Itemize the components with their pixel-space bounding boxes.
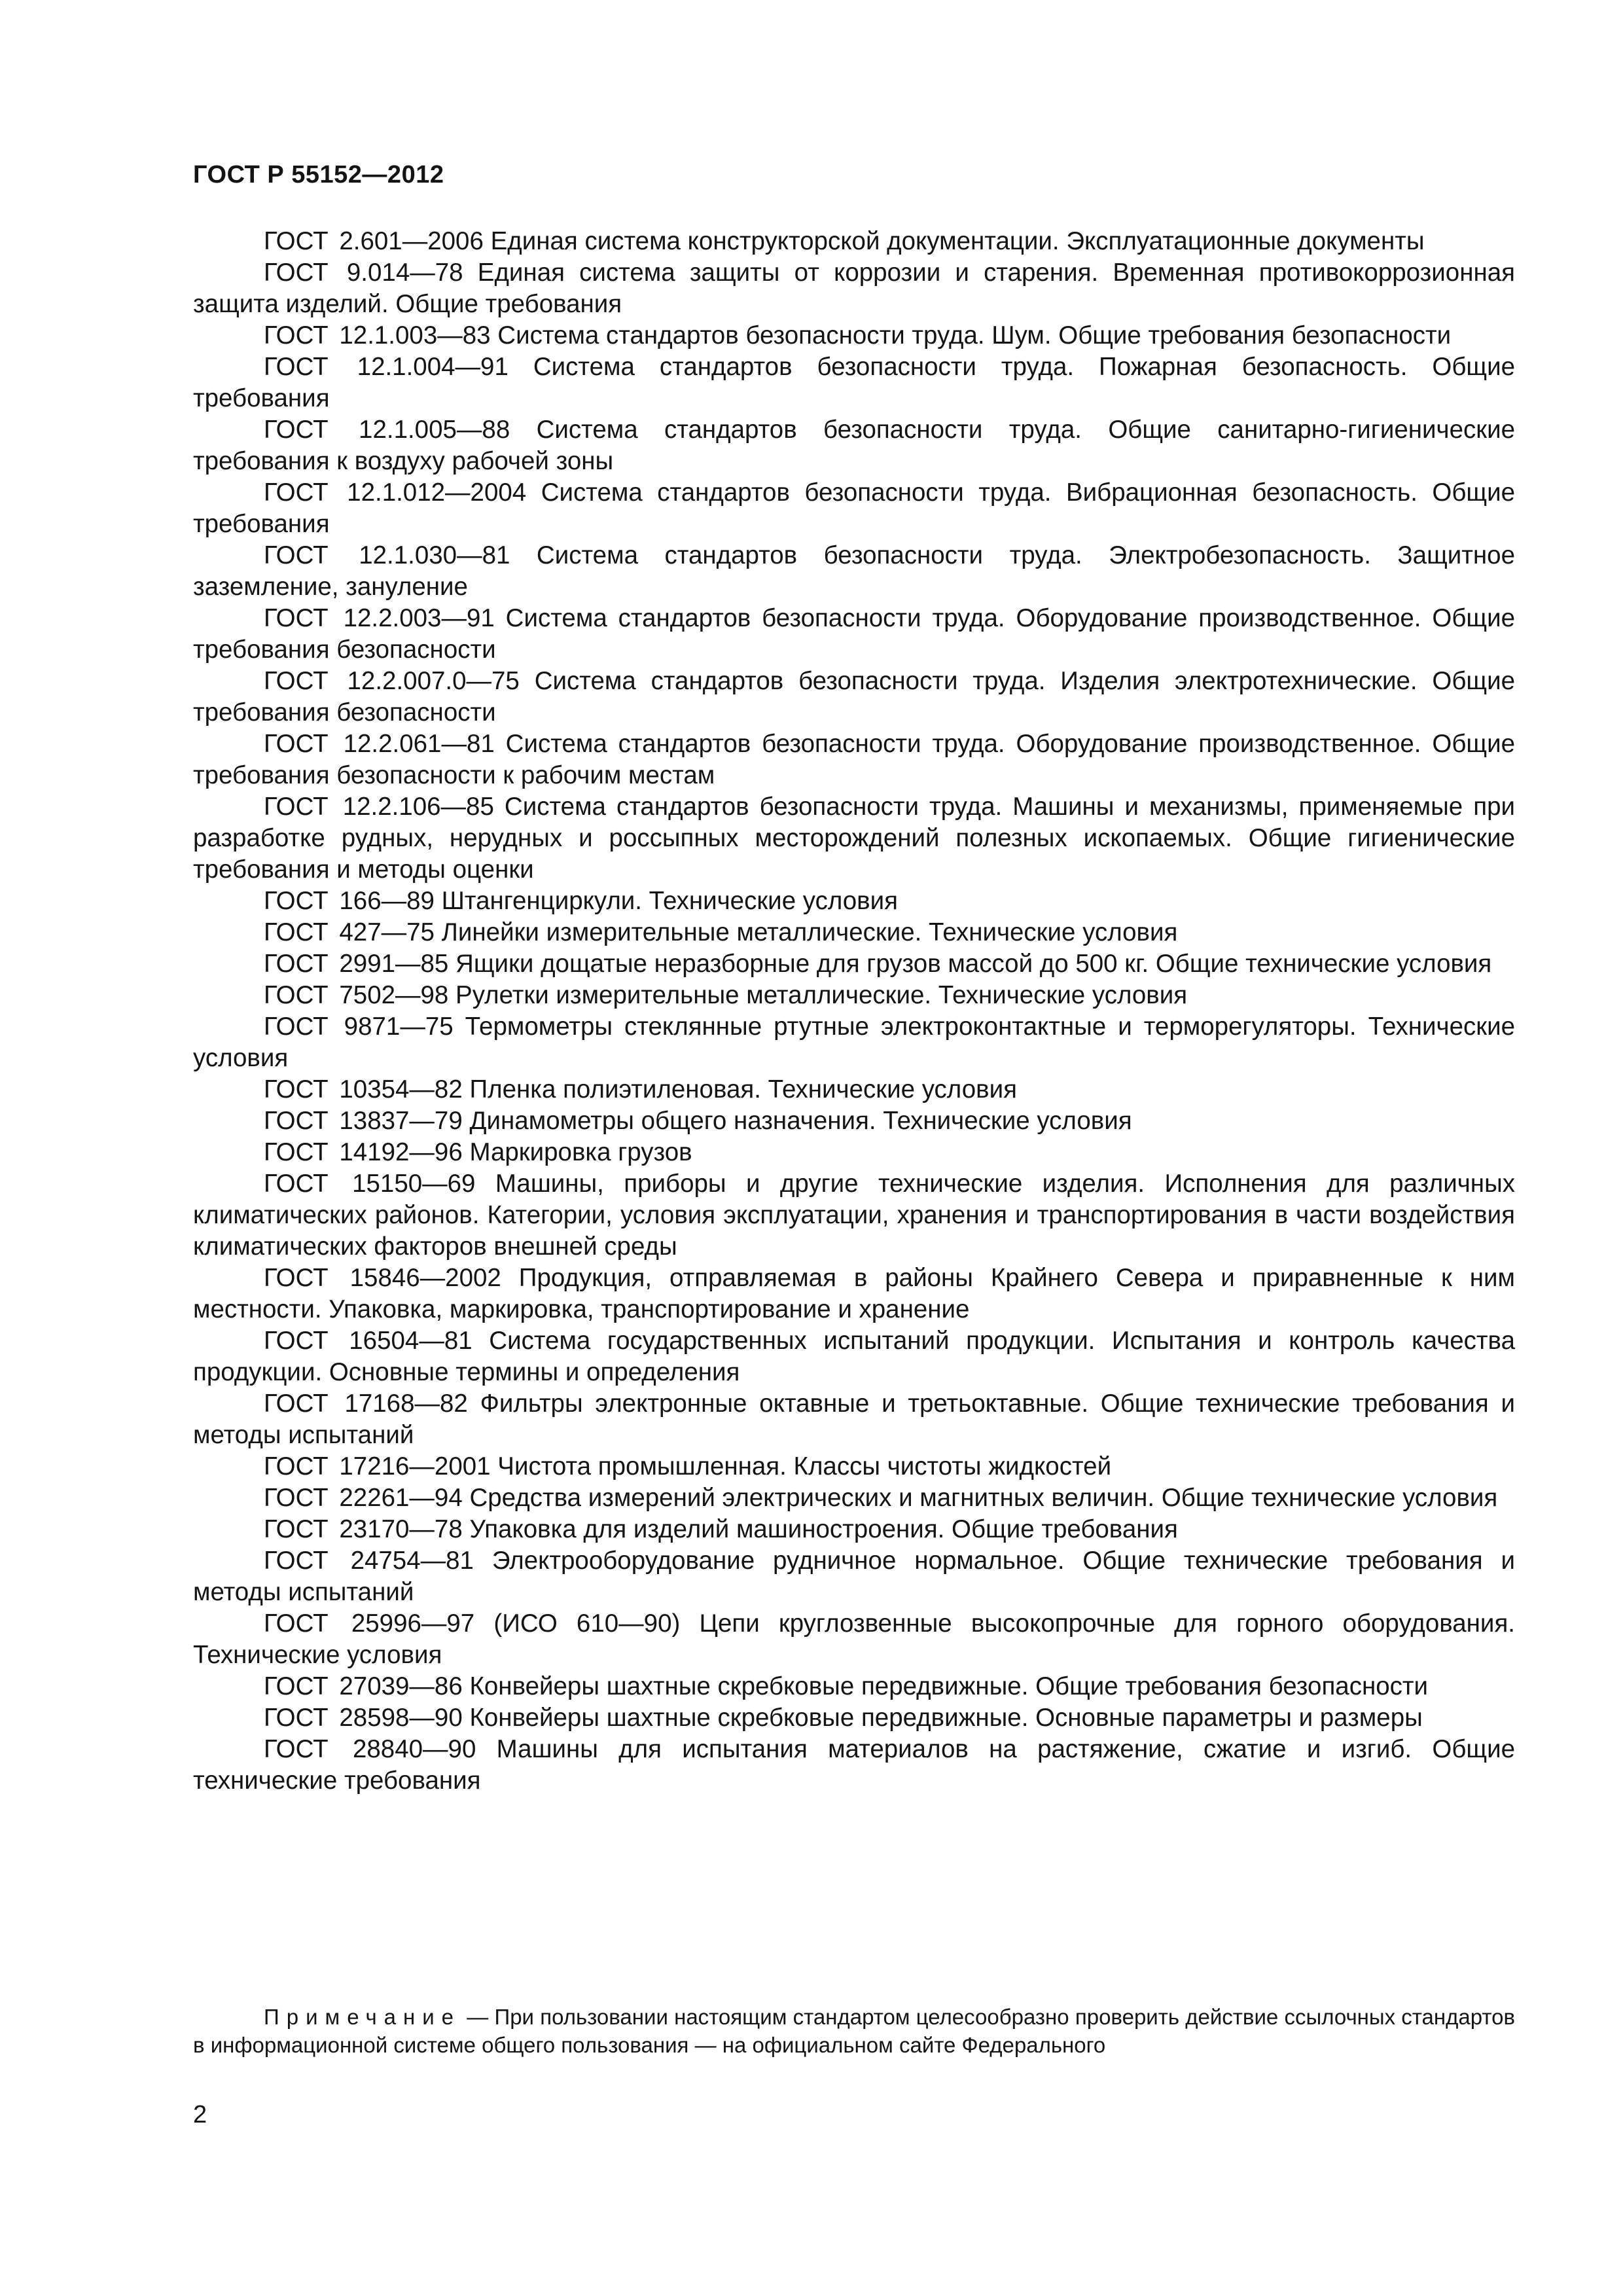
- reference-item: [193, 1011, 1515, 1074]
- note-label: Примечание: [264, 2005, 461, 2029]
- reference-title: Система стандартов безопасности труда. Оборудование производственное. Общие требования безопасности к рабочим местам: [193, 730, 1515, 789]
- reference-number: ГОСТ 23170—78: [264, 1515, 463, 1543]
- reference-title: Система стандартов безопасности труда. Вибрационная безопасность. Общие требования: [193, 478, 1516, 538]
- reference-item: [193, 1545, 1515, 1608]
- reference-item: [193, 477, 1515, 540]
- reference-number: ГОСТ 27039—86: [264, 1672, 463, 1700]
- reference-number: ГОСТ 13837—79: [264, 1107, 463, 1135]
- reference-title: Линейки измерительные металлические. Технические условия: [441, 918, 1178, 946]
- reference-number: ГОСТ 9871—75: [264, 1013, 454, 1041]
- reference-item: [193, 1105, 1515, 1137]
- reference-number: ГОСТ 28840—90: [264, 1735, 476, 1763]
- reference-item: [193, 540, 1515, 603]
- reference-item: [193, 980, 1515, 1011]
- reference-title: Система стандартов безопасности труда. Шум. Общие требования безопасности: [497, 321, 1452, 350]
- reference-number: ГОСТ 16504—81: [264, 1327, 473, 1355]
- reference-item: [193, 886, 1515, 917]
- reference-item: [193, 257, 1515, 320]
- reference-number: ГОСТ 2.601—2006: [264, 227, 484, 255]
- reference-item: [193, 1734, 1515, 1797]
- reference-number: ГОСТ 12.1.030—81: [264, 541, 510, 569]
- reference-title: Конвейеры шахтные скребковые передвижные. Общие требования безопасности: [469, 1672, 1429, 1700]
- reference-number: ГОСТ 28598—90: [264, 1704, 463, 1732]
- reference-number: ГОСТ 22261—94: [264, 1484, 463, 1512]
- reference-title: Система стандартов безопасности труда. Пожарная безопасность. Общие требования: [193, 353, 1516, 412]
- reference-item: [193, 948, 1515, 980]
- reference-number: ГОСТ 10354—82: [264, 1075, 463, 1103]
- note: [193, 2003, 1515, 2059]
- reference-number: ГОСТ 166—89: [264, 887, 435, 915]
- reference-item: [193, 320, 1515, 351]
- reference-item: [193, 226, 1515, 257]
- reference-item: [193, 1608, 1515, 1671]
- reference-title: Машины, приборы и другие технические изделия. Исполнения для различных климатических районов. Категории, условия эксплуатации, хранения и транспортирования в части воздействия климатических факторов внешней среды: [193, 1170, 1515, 1261]
- reference-number: ГОСТ 12.2.061—81: [264, 730, 495, 758]
- reference-title: Система стандартов безопасности труда. Общие санитарно-гигиенические требования к воздуху рабочей зоны: [193, 416, 1515, 475]
- reference-item: [193, 728, 1515, 791]
- reference-title: Чистота промышленная. Классы чистоты жидкостей: [497, 1452, 1112, 1480]
- reference-title: Единая система защиты от коррозии и старения. Временная противокоррозионная защита изделий. Общие требования: [193, 259, 1515, 318]
- reference-item: [193, 917, 1515, 948]
- reference-number: ГОСТ 12.2.003—91: [264, 604, 495, 632]
- reference-number: ГОСТ 427—75: [264, 918, 435, 946]
- reference-item: [193, 1168, 1515, 1263]
- reference-number: ГОСТ 12.1.004—91: [264, 353, 508, 381]
- reference-title: Динамометры общего назначения. Технические условия: [469, 1107, 1132, 1135]
- reference-title: Система стандартов безопасности труда. Машины и механизмы, применяемые при разработке рудных, нерудных и россыпных месторождений полезных ископаемых. Общие гигиенические требования и методы оценки: [193, 793, 1516, 884]
- reference-number: ГОСТ 15846—2002: [264, 1264, 501, 1292]
- reference-number: ГОСТ 12.2.007.0—75: [264, 667, 520, 695]
- reference-title: Средства измерений электрических и магнитных величин. Общие технические условия: [469, 1484, 1498, 1512]
- reference-number: ГОСТ 2991—85: [264, 950, 449, 978]
- reference-title: Ящики дощатые неразборные для грузов массой до 500 кг. Общие технические условия: [455, 950, 1492, 978]
- reference-item: [193, 1137, 1515, 1168]
- normative-references-list: [193, 226, 1515, 1797]
- reference-title: Маркировка грузов: [469, 1138, 692, 1166]
- reference-number: ГОСТ 12.1.003—83: [264, 321, 491, 350]
- reference-item: [193, 1514, 1515, 1545]
- reference-number: ГОСТ 17168—82: [264, 1390, 468, 1418]
- reference-title: Рулетки измерительные металлические. Технические условия: [455, 981, 1188, 1009]
- reference-item: [193, 1325, 1515, 1388]
- reference-number: ГОСТ 25996—97: [264, 1609, 475, 1638]
- reference-title: Упаковка для изделий машиностроения. Общие требования: [469, 1515, 1178, 1543]
- reference-item: [193, 1074, 1515, 1105]
- reference-item: [193, 666, 1515, 728]
- reference-number: ГОСТ 24754—81: [264, 1547, 474, 1575]
- reference-title: Конвейеры шахтные скребковые передвижные. Основные параметры и размеры: [469, 1704, 1423, 1732]
- reference-title: Единая система конструкторской документации. Эксплуатационные документы: [490, 227, 1425, 255]
- reference-item: [193, 1702, 1515, 1734]
- reference-number: ГОСТ 12.1.012—2004: [264, 478, 527, 507]
- reference-title: Фильтры электронные октавные и третьоктавные. Общие технические требования и методы испытаний: [193, 1390, 1516, 1449]
- reference-title: Пленка полиэтиленовая. Технические условия: [469, 1075, 1017, 1103]
- reference-title: Система стандартов безопасности труда. Оборудование производственное. Общие требования безопасности: [193, 604, 1515, 664]
- page-header: ГОСТ Р 55152—2012: [193, 161, 444, 188]
- reference-item: [193, 791, 1515, 886]
- page-number: 2: [193, 2101, 207, 2128]
- reference-title: Продукция, отправляемая в районы Крайнего Севера и приравненные к ним местности. Упаковка, маркировка, транспортирование и хранение: [193, 1264, 1515, 1323]
- reference-item: [193, 1263, 1515, 1325]
- reference-number: ГОСТ 14192—96: [264, 1138, 463, 1166]
- note-text: — При пользовании настоящим стандартом целесообразно проверить действие ссылочных стандартов в информационной системе общего пользования — на официальном сайте Федерального: [193, 2005, 1515, 2057]
- reference-item: [193, 1482, 1515, 1514]
- reference-item: [193, 1388, 1515, 1451]
- reference-item: [193, 414, 1515, 477]
- reference-number: ГОСТ 15150—69: [264, 1170, 476, 1198]
- reference-title: Штангенциркули. Технические условия: [441, 887, 898, 915]
- reference-number: ГОСТ 17216—2001: [264, 1452, 491, 1480]
- reference-item: [193, 351, 1515, 414]
- reference-title: Термометры стеклянные ртутные электроконтактные и терморегуляторы. Технические условия: [193, 1013, 1516, 1072]
- reference-title: (ИСО 610—90) Цепи круглозвенные высокопрочные для горного оборудования. Технические условия: [193, 1609, 1515, 1669]
- reference-number: ГОСТ 12.2.106—85: [264, 793, 494, 821]
- reference-title: Система государственных испытаний продукции. Испытания и контроль качества продукции. Основные термины и определения: [193, 1327, 1515, 1386]
- reference-item: [193, 1451, 1515, 1482]
- reference-item: [193, 603, 1515, 666]
- reference-number: ГОСТ 12.1.005—88: [264, 416, 510, 444]
- reference-title: Система стандартов безопасности труда. Электробезопасность. Защитное заземление, зануление: [193, 541, 1515, 601]
- reference-number: ГОСТ 9.014—78: [264, 259, 463, 287]
- reference-item: [193, 1671, 1515, 1702]
- reference-number: ГОСТ 7502—98: [264, 981, 449, 1009]
- reference-title: Система стандартов безопасности труда. Изделия электротехнические. Общие требования безопасности: [193, 667, 1516, 726]
- reference-title: Машины для испытания материалов на растяжение, сжатие и изгиб. Общие технические требования: [193, 1735, 1515, 1795]
- reference-title: Электрооборудование рудничное нормальное. Общие технические требования и методы испытаний: [193, 1547, 1515, 1606]
